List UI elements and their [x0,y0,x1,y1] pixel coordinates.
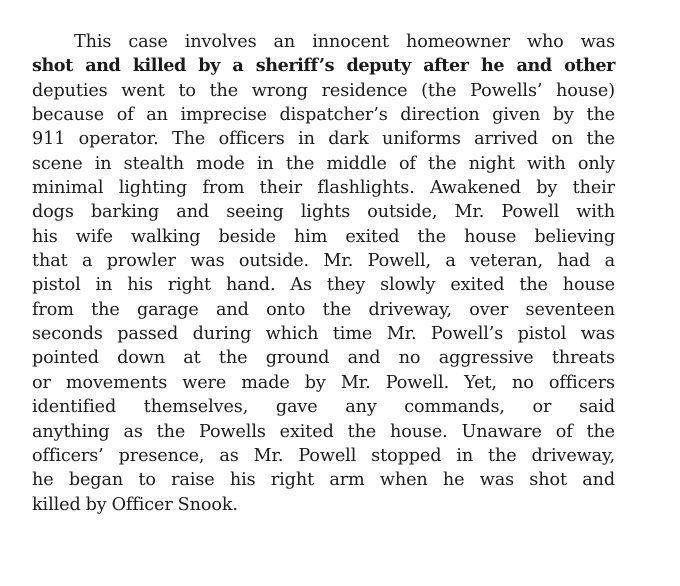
text-line: This case involves an innocent homeowner who was [74,32,615,52]
text-line: from the garage and onto the driveway, over seventeen [32,299,615,320]
text-line: pointed down at the ground and no aggressive threats [32,348,615,369]
text-line: because of an imprecise dispatcher’s direction given by the [32,105,615,126]
text-line: shot and killed by a sheriff’s deputy after he and other [32,55,615,77]
text-line: scene in stealth mode in the middle of the night with only [32,153,615,174]
document-page [32,30,615,517]
text-line: that a prowler was outside. Mr. Powell, a veteran, had a [32,251,615,272]
text-line: he began to raise his right arm when he was shot and [32,470,615,491]
text-line: anything as the Powells exited the house. Unaware of the [32,421,615,442]
text-line: 911 operator. The officers in dark uniforms arrived on the [32,129,615,150]
text-line: or movements were made by Mr. Powell. Yet, no officers [32,372,615,393]
text-line: pistol in his right hand. As they slowly exited the house [32,275,615,296]
text-line: officers’ presence, as Mr. Powell stopped in the driveway, [32,445,615,466]
text-line: seconds passed during which time Mr. Powell’s pistol was [32,324,615,345]
text-line: minimal lighting from their flashlights. Awakened by their [32,178,615,199]
text-line: identified themselves, gave any commands, or said [32,397,615,418]
text-line: dogs barking and seeing lights outside, Mr. Powell with [32,202,615,223]
text-line: his wife walking beside him exited the house believing [32,226,615,247]
text-line: deputies went to the wrong residence (the Powells’ house) [32,80,615,101]
text-line: killed by Officer Snook. [32,494,238,515]
body-paragraph [32,30,615,517]
